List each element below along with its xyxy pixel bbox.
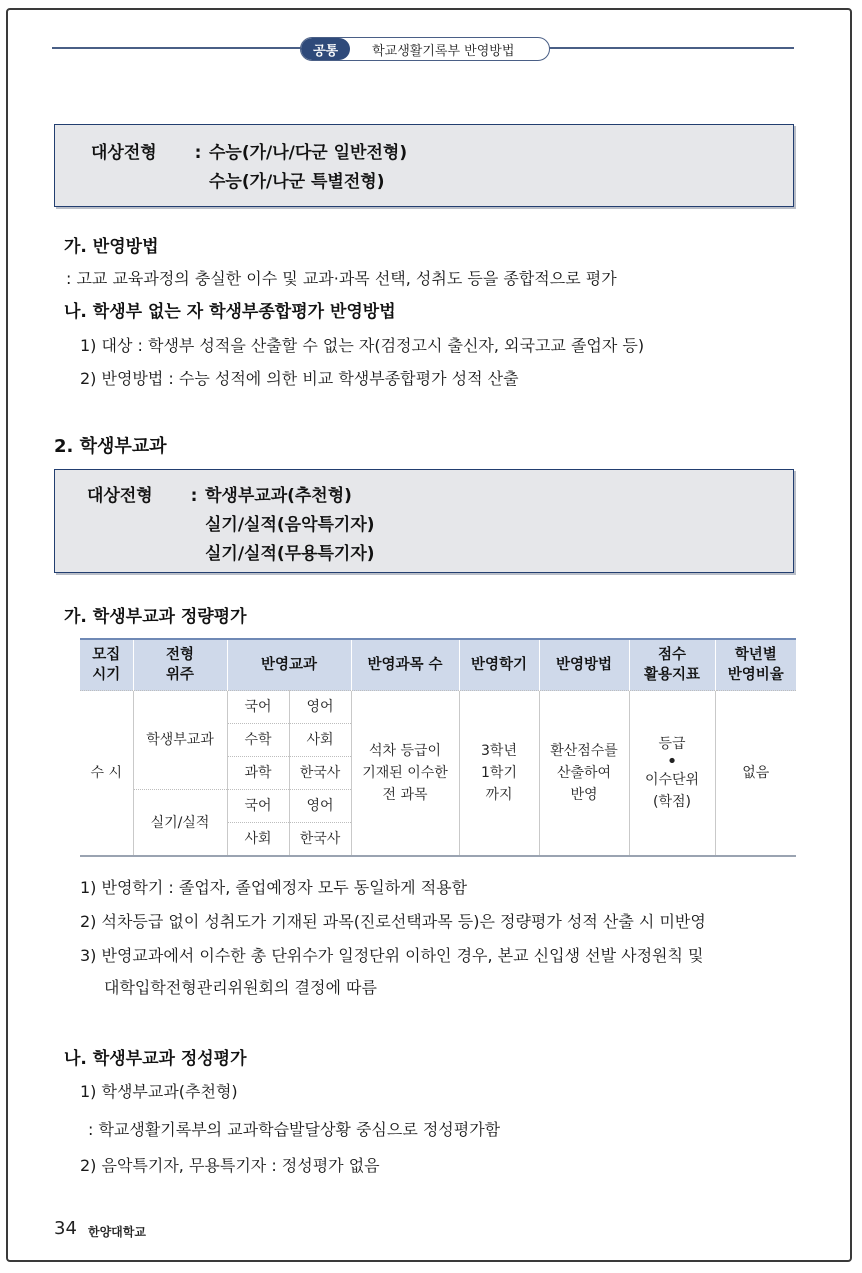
- note-item: 2) 석차등급 없이 성취도가 기재된 과목(진로선택과목 등)은 정량평가 성적 산출 시 미반영: [80, 912, 706, 931]
- note-item: 대학입학전형관리위원회의 결정에 따름: [104, 978, 377, 997]
- semester-cell: 3학년 1학기 까지: [459, 691, 539, 857]
- header-badge: [300, 37, 550, 61]
- box1-line: 수능(가/나군 특별전형): [209, 172, 385, 192]
- method-cell: 환산점수를 산출하여 반영: [539, 691, 629, 857]
- target-box-1: [54, 124, 794, 207]
- ratio-cell: 없음: [715, 691, 796, 857]
- paragraph: : 고교 교육과정의 충실한 이수 및 교과·과목 선택, 성취도 등을 종합적으로 평가: [66, 269, 617, 288]
- subject-cell: 국어: [227, 790, 289, 823]
- count-cell: 석차 등급이 기재된 이수한 전 과목: [351, 691, 459, 857]
- list-item: 2) 반영방법 : 수능 성적에 의한 비교 학생부종합평가 성적 산출: [80, 369, 519, 388]
- header-title: 학교생활기록부 반영방법: [372, 43, 515, 59]
- list-item: : 학교생활기록부의 교과학습발달상황 중심으로 정성평가함: [88, 1120, 501, 1139]
- evaluation-table: [80, 638, 796, 857]
- section-heading: 나. 학생부교과 정성평가: [64, 1049, 247, 1069]
- subject-cell: 사회: [289, 724, 351, 757]
- col-header: 전형 위주: [133, 639, 227, 691]
- section-heading: 가. 학생부교과 정량평가: [64, 607, 247, 627]
- type-cell: 학생부교과: [133, 691, 227, 790]
- col-header: 반영학기: [459, 639, 539, 691]
- box2-label: 대상전형: [87, 486, 153, 506]
- section-heading: 나. 학생부 없는 자 학생부종합평가 반영방법: [64, 302, 396, 322]
- box2-line: 실기/실적(무용특기자): [205, 544, 375, 564]
- section-heading: 가. 반영방법: [64, 237, 159, 257]
- list-item: 1) 학생부교과(추천형): [80, 1082, 238, 1101]
- note-item: 1) 반영학기 : 졸업자, 졸업예정자 모두 동일하게 적용함: [80, 878, 468, 897]
- col-header: 반영방법: [539, 639, 629, 691]
- box1-sep: :: [194, 143, 202, 163]
- target-box-2: [54, 469, 794, 573]
- box1-line: 수능(가/나/다군 일반전형): [209, 143, 408, 163]
- col-header: 학년별 반영비율: [715, 639, 796, 691]
- box2-sep: :: [190, 486, 198, 506]
- box2-line: 학생부교과(추천형): [205, 486, 352, 506]
- subject-cell: 수학: [227, 724, 289, 757]
- footer-university: 한양대학교: [88, 1225, 146, 1239]
- subject-cell: 국어: [227, 691, 289, 724]
- note-item: 3) 반영교과에서 이수한 총 단위수가 일정단위 이하인 경우, 본교 신입생 선발 사정원칙 및: [80, 946, 704, 965]
- header-tag: 공통: [301, 38, 350, 60]
- subject-cell: 한국사: [289, 757, 351, 790]
- box1-label: 대상전형: [91, 143, 157, 163]
- table-header-row: [80, 639, 796, 691]
- list-item: 2) 음악특기자, 무용특기자 : 정성평가 없음: [80, 1156, 380, 1175]
- col-header: 반영과목 수: [351, 639, 459, 691]
- subject-cell: 한국사: [289, 823, 351, 857]
- col-header: 모집 시기: [80, 639, 133, 691]
- col-header: 점수 활용지표: [629, 639, 715, 691]
- page-number: 34: [54, 1218, 77, 1239]
- chapter-heading: 2. 학생부교과: [54, 436, 167, 457]
- list-item: 1) 대상 : 학생부 성적을 산출할 수 없는 자(검정고시 출신자, 외국고교 졸업자 등): [80, 336, 645, 355]
- type-cell: 실기/실적: [133, 790, 227, 857]
- subject-cell: 영어: [289, 691, 351, 724]
- subject-cell: 영어: [289, 790, 351, 823]
- col-header: 반영교과: [227, 639, 351, 691]
- index-cell: 등급 • 이수단위 (학점): [629, 691, 715, 857]
- subject-cell: 과학: [227, 757, 289, 790]
- period-cell: 수 시: [80, 691, 133, 857]
- table-row: [80, 691, 796, 724]
- subject-cell: 사회: [227, 823, 289, 857]
- box2-line: 실기/실적(음악특기자): [205, 515, 375, 535]
